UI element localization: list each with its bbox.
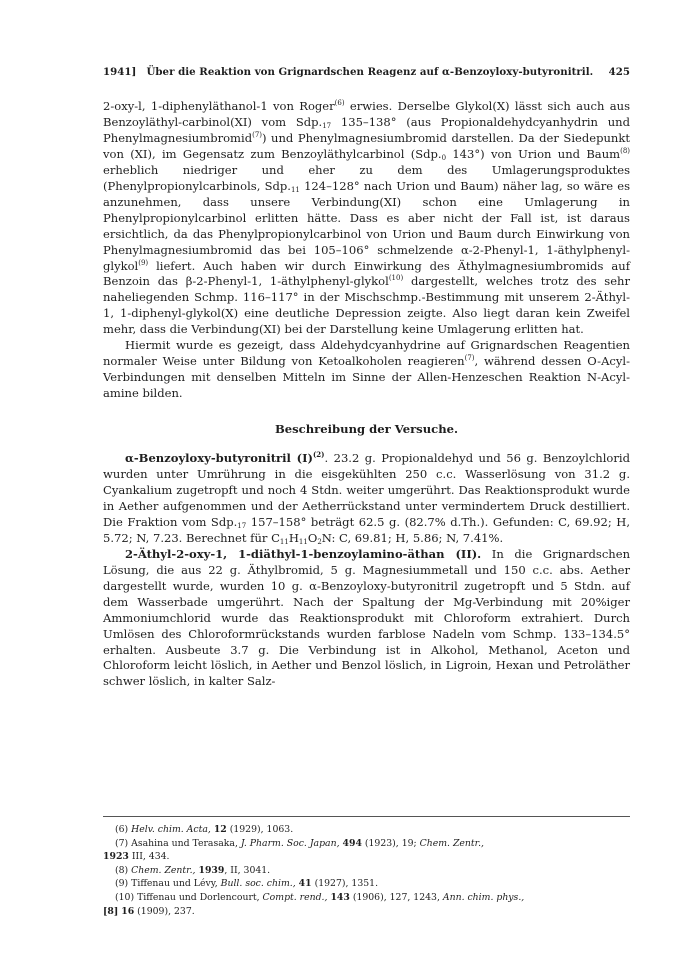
journal-name: Ann. chim. phys.,: [442, 891, 525, 903]
text-run: . 23.2 g. Propionaldehyd und 56 g. Benzoylchlorid wurden unter Umrührung in die eisgekühlten 250 c.c. Wasserlösung von 31.2 g. Cyankalium zugetropft und noch 4 Stdn. weiter umgerührt. Das Reaktionsprodukt wurde in Aether aufgenommen und der Aetherrückstand unter vermindertem Druck destilliert. Die Fraktion vom Sdp.: [103, 451, 630, 529]
subscript: 17: [322, 121, 332, 130]
journal-name: J. Pharm. Soc. Japan,: [240, 837, 340, 849]
volume: 12: [213, 824, 227, 835]
footnote-divider: [103, 816, 630, 817]
footnote-number: (7): [115, 837, 129, 849]
volume: 16: [121, 905, 135, 917]
text-run: III, 434.: [128, 851, 170, 863]
reference-marker: (2): [313, 450, 325, 460]
running-head: [103, 66, 630, 82]
text-run: liefert. Auch haben wir durch Einwirkung des Äthylmagnesiumbromids auf Benzoin das β-2-Phenyl-1, 1-äthylphenyl-glykol: [103, 258, 630, 289]
journal-name: Helv. chim. Acta,: [131, 824, 211, 835]
subscript: 17: [237, 521, 247, 530]
text-run: 157–158° beträgt 62.5 g. (82.7% d.Th.). Gefunden: C, 69.92; H, 5.72; N, 7.23. Berechnet für C: [103, 514, 630, 545]
text-run: erwies. Derselbe Glykol(X) lässt sich auch aus Benzoyläthyl-carbinol(XI) vom Sdp.: [103, 99, 630, 129]
header-year: 1941]: [103, 66, 137, 78]
text-run: (1923), 19;: [361, 837, 420, 849]
volume: 41: [298, 878, 312, 890]
volume: 1923: [103, 851, 129, 863]
text-run: (1927), 1351.: [311, 878, 379, 890]
header-title: Über die Reaktion von Grignardschen Reagenz auf α-Benzoyloxy-butyronitril.: [146, 66, 594, 78]
paragraph-1: [103, 99, 630, 338]
journal-name: Compt. rend.,: [262, 891, 328, 903]
body-text: [103, 99, 630, 690]
journal-name: Chem. Zentr.,: [131, 864, 196, 876]
text-run: 143°) von Urion und Baum: [446, 146, 621, 161]
footnote-number: (8): [115, 864, 129, 876]
subscript: 11: [279, 537, 289, 546]
volume: 1939: [198, 864, 225, 876]
compound-name: α-Benzoyloxy-butyronitril (I): [125, 451, 313, 466]
text-run: , während dessen O-Acyl-Verbindungen mit denselben Mitteln im Sinne der Allen-Henzeschen Reaktion N-Acyl-amine bilden.: [103, 354, 630, 401]
journal-name: Chem. Zentr.,: [419, 837, 484, 849]
text-run: dargestellt, welches trotz des sehr naheliegenden Schmp. 116–117° in der Mischschmp.-Bestimmung mit unserem 2-Äthyl-1, 1-diphenyl-glykol(X) eine deutliche Depression zeigte. Also liegt daran kein Zweifel mehr, dass die Verbindung(XI) bei der Darstellung keine Umlagerung erlitten hat.: [103, 274, 630, 337]
journal-name: Bull. soc. chim.,: [220, 878, 296, 890]
series-number: [8]: [103, 905, 119, 917]
reference-marker: (10): [388, 274, 404, 283]
text-run: 124–128° nach Urion und Baum) näher lag, so wäre es anzunehmen, dass unsere Verbindung(XI) schon eine Umlagerung in Phenylpropionylcarbinol erlitten hätte. Dass es aber nicht der Fall ist, ist daraus ersichtlich, da das Phenylpropionylcarbinol von Urion und Baum durch Einwirkung von Phenylmagnesiumbromid das bei 105–106° schmelzende α-2-Phenyl-1, 1-äthylphenyl-glykol: [103, 178, 631, 273]
text-run: 2-oxy-l, 1-diphenyläthanol-1 von Roger: [103, 99, 335, 113]
reference-marker: (7): [252, 130, 263, 139]
footnote-6: [103, 823, 630, 837]
footnote-number: (6): [115, 824, 129, 835]
footnote-number: (9): [115, 878, 129, 890]
text-run: (1906), 127, 1243,: [349, 891, 443, 903]
text-run: 135–138° (aus Propionaldehydcyanhydrin und Phenylmagnesiumbromid: [103, 114, 630, 145]
footnote-9: [103, 877, 630, 891]
text-run: O: [307, 530, 318, 545]
footnote-7: [103, 837, 630, 864]
footnote-8: [103, 864, 630, 878]
reference-marker: (6): [334, 99, 345, 107]
text-run: ) und Phenylmagnesiumbromid darstellen. Da der Siedepunkt von (XI), im Gegensatz zum Benzoyläthylcarbinol (Sdp.: [103, 130, 630, 161]
text-run: (1929), 1063.: [226, 824, 294, 835]
page-number: 425: [608, 66, 630, 78]
footnote-number: (10): [115, 891, 135, 903]
subscript: 2: [317, 537, 322, 546]
text-run: Asahina und Terasaka,: [131, 837, 241, 849]
text-run: Tiffenau und Lévy,: [131, 878, 221, 890]
reference-marker: (9): [138, 258, 149, 267]
volume: 143: [330, 891, 350, 903]
subscript: 11: [298, 537, 308, 546]
paragraph-2: [103, 338, 630, 402]
reference-marker: (7): [464, 354, 475, 363]
reference-marker: (8): [620, 146, 631, 155]
compound-name: 2-Äthyl-2-oxy-1, 1-diäthyl-1-benzoylamino-äthan (II).: [125, 546, 482, 561]
text-run: H: [288, 530, 299, 545]
text-run: Tiffenau und Dorlencourt,: [137, 891, 263, 903]
subscript: 11: [290, 185, 300, 194]
footnote-10: [103, 891, 630, 918]
paragraph-3: [103, 451, 630, 547]
section-title: Beschreibung der Versuche.: [274, 422, 459, 437]
text-run: , II, 3041.: [224, 864, 271, 876]
text-run: Hiermit wurde es gezeigt, dass Aldehydcyanhydrine auf Grignardschen Reagentien normaler Weise unter Bildung von Ketoalkoholen reagieren: [103, 338, 630, 369]
text-run: erheblich niedriger und eher zu dem des Umlagerungsproduktes (Phenylpropionylcarbinols, Sdp.: [103, 162, 630, 193]
text-run: (1909), 237.: [134, 905, 195, 917]
paragraph-4: [103, 547, 630, 691]
text-run: In die Grignardschen Lösung, die aus 22 g. Äthylbromid, 5 g. Magnesiummetall und 150 c.c. abs. Aether dargestellt wurde, wurden 10 g. α-Benzoyloxy-butyronitril zugetropft und 5 Stdn. auf dem Wasserbade umgerührt. Nach der Spaltung der Mg-Verbindung mit 20%iger Ammoniumchlorid wurde das Reaktionsprodukt mit Chloroform extrahiert. Durch Umlösen des Chloroformrückstands wurden farblose Nadeln vom Schmp. 133–134.5° erhalten. Ausbeute 3.7 g. Die Verbindung ist in Alkohol, Methanol, Aceton und Chloroform leicht löslich, in Aether und Benzol löslich, in Ligroin, Hexan und Petroläther schwer löslich, in kalter Salz-: [103, 546, 631, 689]
volume: 494: [342, 837, 362, 849]
text-run: N: C, 69.81; H, 5.86; N, 7.41%.: [321, 530, 504, 545]
subscript: 0: [441, 153, 447, 162]
footnotes: [103, 816, 630, 918]
